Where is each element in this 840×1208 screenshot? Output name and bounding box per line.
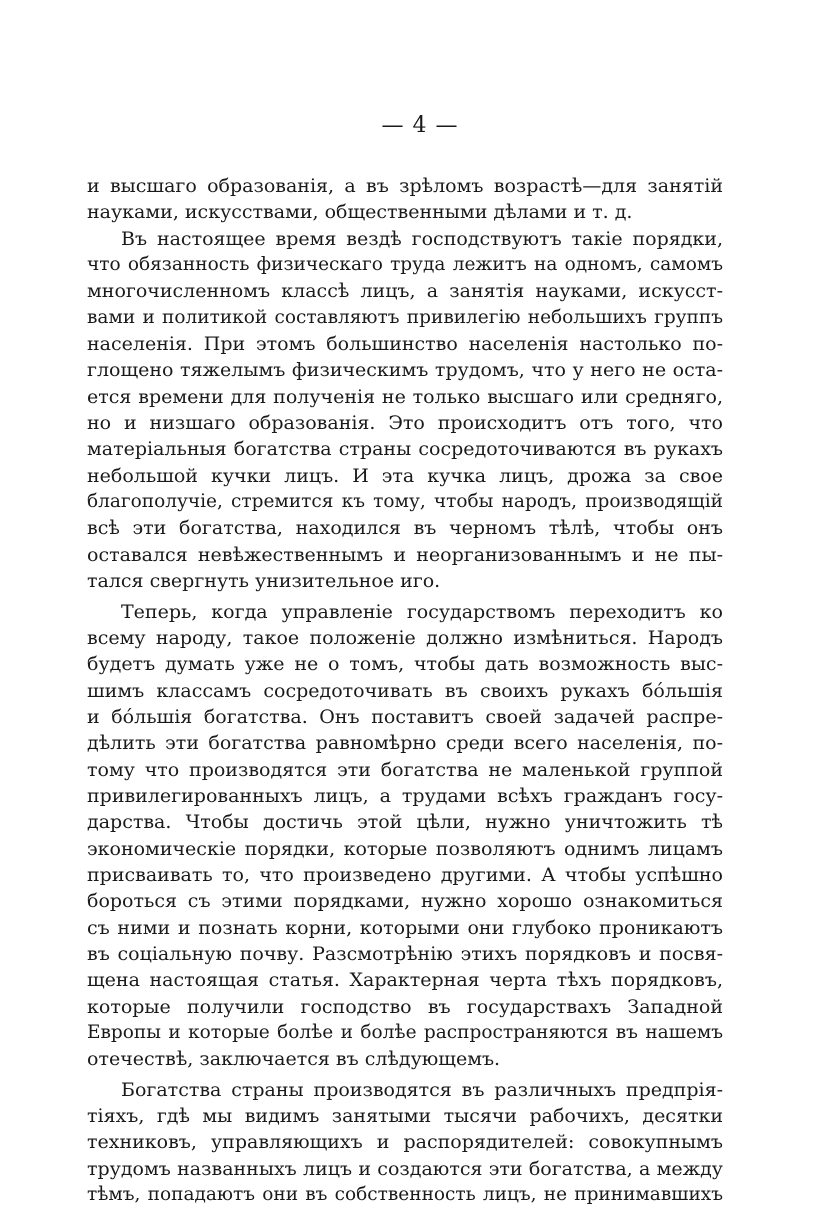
text-line: отечествѣ, заключается въ слѣдующемъ. [87,1048,501,1071]
text-line: многочисленномъ классѣ лицъ, а занятія науками, искусст- [87,280,723,303]
text-line: и бóльшія богатства. Онъ поставитъ своей задачей распре- [87,705,723,728]
text-line: оставался невѣжественнымъ и неорганизованнымъ и не пы- [87,543,723,566]
text-line: въ соціальную почву. Разсмотрѣнію этихъ порядковъ и посвя- [87,942,723,965]
paragraph-2 [87,226,723,595]
text-line: Европы и которые болѣе и болѣе распространяются въ нашемъ [87,1022,723,1043]
text-line: Въ настоящее время вездѣ господствуютъ такіе порядки, [121,227,723,250]
paragraph-1 [87,173,723,226]
text-line: что обязанность физическаго труда лежитъ на одномъ, самомъ [87,254,723,276]
text-line: всему народу, такое положеніе должно измѣниться. Народъ [87,626,723,649]
text-line: присваивать то, что произведено другими. А чтобы успѣшно [87,863,723,886]
text-line: вами и политикой составляютъ привилегію небольшихъ группъ [87,306,723,328]
page-number: — 4 — [381,113,459,138]
text-line: дарства. Чтобы достичь этой цѣли, нужно уничтожить тѣ [87,811,723,834]
paragraph-4 [87,1077,723,1208]
text-line: экономическіе порядки, которые позволяютъ однимъ лицамъ [87,837,723,860]
text-line: которые получили господство въ государствахъ Западной [87,995,723,1018]
text-line: всѣ эти богатства, находился въ черномъ тѣлѣ, чтобы онъ [87,517,723,540]
text-line: населенія. При этомъ большинство населенія настолько по- [87,333,723,356]
text-line: матеріальныя богатства страны сосредоточиваются въ рукахъ [87,438,723,461]
text-line: трудомъ названныхъ лицъ и создаются эти богатства, а между [87,1157,723,1180]
text-line: привилегированныхъ лицъ, а трудами всѣхъ гражданъ госу- [87,784,723,807]
text-line: Теперь, когда управленіе государствомъ переходитъ ко [121,600,723,623]
text-line: благополучіе, стремится къ тому, чтобы народъ, производящій [87,491,723,513]
text-line: тѣмъ, попадаютъ они въ собственность лицъ, не принимавшихъ [87,1184,723,1206]
paragraph-3 [87,599,723,1073]
body-text [87,173,723,1208]
text-line: шимъ классамъ сосредоточивать въ своихъ рукахъ бóльшія [87,679,723,702]
text-line: и высшаго образованія, а въ зрѣломъ возрастѣ—для занятій [87,175,723,197]
text-line: съ ними и познать корни, которыми они глубоко проникаютъ [87,916,723,939]
text-line: дѣлить эти богатства равномѣрно среди всего населенія, по- [87,732,723,755]
text-line: но и низшаго образованія. Это происходитъ отъ того, что [87,412,723,435]
text-line: щена настоящая статья. Характерная черта тѣхъ порядковъ, [87,969,723,992]
text-line: глощено тяжелымъ физическимъ трудомъ, что у него не оста- [87,359,723,382]
text-line: ется времени для полученія не только высшаго или средняго, [87,385,723,408]
text-line: техниковъ, управляющихъ и распорядителей: совокупнымъ [87,1131,723,1154]
text-line: бороться съ этими порядками, нужно хорошо ознакомиться [87,890,723,913]
text-line: будетъ думать уже не о томъ, чтобы дать возможность выс- [87,653,723,676]
text-line: тіяхъ, гдѣ мы видимъ занятыми тысячи рабочихъ, десятки [87,1105,723,1128]
text-line: Богатства страны производятся въ различныхъ предпрія- [121,1078,723,1101]
text-line: тому что производятся эти богатства не маленькой группой [87,758,723,781]
text-line: науками, искусствами, общественными дѣлами и т. д. [87,201,633,224]
text-line: небольшой кучки лицъ. И эта кучка лицъ, дрожа за свое [87,464,723,487]
text-line: тался свергнуть унизительное иго. [87,570,441,593]
